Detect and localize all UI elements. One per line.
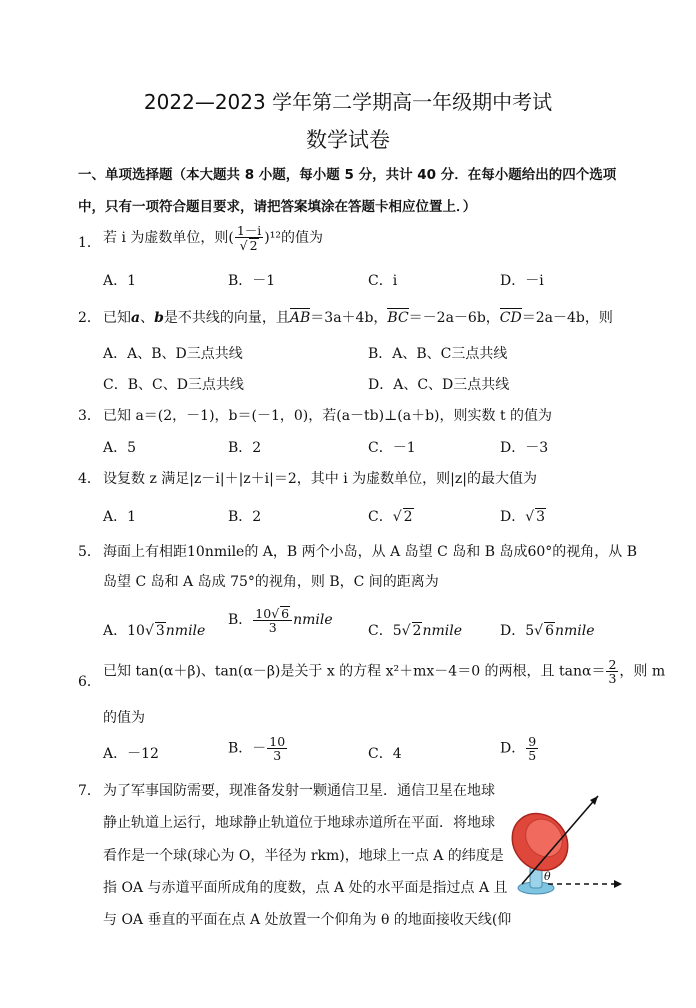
question-2-stem bbox=[103, 307, 613, 327]
q2-cd-value: ＝2a－4b，则 bbox=[521, 310, 613, 326]
q5-option-d-unit: nmile bbox=[554, 623, 595, 639]
q2-ab-value: ＝3a＋4b， bbox=[310, 310, 388, 326]
q4-option-d[interactable]: D．√ 3 bbox=[500, 509, 546, 525]
q5-option-a-radicand: 3 bbox=[155, 623, 165, 639]
question-6-stem-line2: 的值为 bbox=[103, 710, 145, 726]
q4-option-c[interactable]: C．√ 2 bbox=[368, 509, 413, 525]
q3-option-d[interactable]: D．－3 bbox=[500, 440, 549, 456]
question-4-number: 4． bbox=[78, 471, 101, 487]
q1-frac-den: √ 2 bbox=[239, 238, 258, 254]
q4-option-a[interactable]: A．1 bbox=[103, 509, 137, 525]
q5-option-d-radicand: 6 bbox=[545, 623, 554, 639]
q5-option-d-label: D．5 bbox=[500, 623, 535, 639]
q1-option-a[interactable]: A．1 bbox=[103, 273, 137, 289]
q2-text-mid: 、 bbox=[140, 310, 155, 326]
q6-option-b-label: B．－ bbox=[228, 740, 267, 757]
q6-option-d[interactable] bbox=[500, 735, 539, 762]
question-5-number: 5． bbox=[78, 544, 101, 560]
q5-option-a[interactable]: A．10√ 3nmile bbox=[103, 623, 206, 639]
q6-option-d-fraction bbox=[526, 735, 538, 762]
question-7-line3: 看作是一个球(球心为 O，半径为 rkm)，地球上一点 A 的纬度是 bbox=[103, 848, 504, 864]
q5-option-d[interactable]: D．5√ 6nmile bbox=[500, 623, 595, 639]
q6-frac-num: 2 bbox=[608, 657, 617, 672]
q1-fraction bbox=[235, 224, 263, 252]
q2-option-c[interactable]: C．B、C、D三点共线 bbox=[103, 377, 244, 393]
q1-option-b[interactable]: B．－1 bbox=[228, 273, 276, 289]
q1-text-pre: 若 i 为虚数单位，则( bbox=[103, 230, 234, 247]
question-7-line2: 静止轨道上运行，地球静止轨道位于地球赤道所在平面．将地球 bbox=[103, 815, 495, 831]
q5-option-c-radicand: 2 bbox=[412, 623, 422, 639]
question-1-stem bbox=[103, 224, 323, 252]
q5-option-c-label: C．5 bbox=[368, 623, 402, 639]
q2-vector-b: b bbox=[154, 310, 164, 326]
q3-option-b[interactable]: B．2 bbox=[228, 440, 262, 456]
q5-option-b-label: B． bbox=[228, 612, 253, 629]
q5-option-a-unit: nmile bbox=[165, 623, 206, 639]
q5-option-b[interactable] bbox=[228, 606, 333, 634]
q6-frac-den: 3 bbox=[608, 671, 617, 687]
question-2-number: 2． bbox=[78, 310, 101, 326]
q6-option-d-den: 5 bbox=[528, 748, 537, 764]
q6-option-d-num: 9 bbox=[528, 734, 537, 749]
q2-option-d[interactable]: D．A、C、D三点共线 bbox=[368, 377, 510, 393]
question-1-number: 1． bbox=[78, 235, 101, 251]
q2-vector-cd: CD bbox=[499, 310, 522, 326]
question-4-stem: 设复数 z 满足|z－i|＋|z＋i|＝2，其中 i 为虚数单位，则|z|的最大值为 bbox=[103, 471, 537, 487]
q4-option-d-label: D． bbox=[500, 509, 526, 525]
q1-frac-num: 1－i bbox=[236, 223, 262, 238]
theta-label: θ bbox=[544, 870, 551, 883]
q6-option-a[interactable]: A．－12 bbox=[103, 746, 159, 762]
question-5-stem-line2: 岛望 C 岛和 A 岛成 75°的视角，则 B，C 间的距离为 bbox=[103, 574, 439, 590]
q5-option-b-unit: nmile bbox=[293, 612, 333, 629]
question-5-stem-line1: 海面上有相距10nmile的 A，B 两个小岛，从 A 岛望 C 岛和 B 岛成60°的视角，从 B bbox=[103, 544, 638, 560]
q1-option-c[interactable]: C．i bbox=[368, 273, 398, 289]
q6-text: 已知 tan(α＋β)、tan(α－β)是关于 x 的方程 x²＋mx－4＝0 的两根，且 tanα＝ bbox=[103, 663, 606, 680]
question-7-line4: 指 OA 与赤道平面所成角的度数，点 A 处的水平面是指过点 A 且 bbox=[103, 880, 508, 896]
q6-option-b-num: 10 bbox=[269, 734, 286, 749]
q4-option-c-radicand: 2 bbox=[403, 509, 413, 525]
q3-option-c[interactable]: C．－1 bbox=[368, 440, 416, 456]
q2-text-pre: 已知 bbox=[103, 310, 131, 326]
q6-option-c[interactable]: C．4 bbox=[368, 746, 402, 762]
q4-option-c-label: C． bbox=[368, 509, 393, 525]
q6-option-b-fraction bbox=[267, 735, 287, 762]
section-instructions-line2: 中，只有一项符合题目要求，请把答案填涂在答题卡相应位置上．） bbox=[78, 199, 477, 215]
exam-title: 2022—2023 学年第二学期高一年级期中考试 bbox=[143, 90, 553, 114]
q1-option-d[interactable]: D．－i bbox=[500, 273, 544, 289]
q6-option-b[interactable] bbox=[228, 735, 288, 762]
q4-option-d-radicand: 3 bbox=[536, 509, 546, 525]
q1-text-post: )¹²的值为 bbox=[264, 230, 323, 247]
q2-option-b[interactable]: B．A、B、C三点共线 bbox=[368, 346, 508, 362]
q5-option-b-den: 3 bbox=[268, 620, 277, 636]
q6-option-d-label: D． bbox=[500, 740, 526, 757]
q5-option-c-unit: nmile bbox=[422, 623, 463, 639]
horizontal-arrowhead bbox=[614, 880, 622, 888]
q3-option-a[interactable]: A．5 bbox=[103, 440, 137, 456]
question-7-number: 7． bbox=[78, 783, 101, 799]
q4-option-b[interactable]: B．2 bbox=[228, 509, 262, 525]
question-6-number: 6． bbox=[78, 674, 101, 690]
question-3-stem: 已知 a＝(2，－1)，b＝(－1，0)，若(a－tb)⊥(a＋b)，则实数 t 的值为 bbox=[103, 408, 553, 424]
q6-option-b-den: 3 bbox=[273, 748, 282, 764]
q5-option-c[interactable]: C．5√ 2nmile bbox=[368, 623, 463, 639]
q5-option-a-label: A．10 bbox=[103, 623, 145, 639]
question-6-stem-line1 bbox=[103, 658, 665, 685]
q2-option-a[interactable]: A．A、B、D三点共线 bbox=[103, 346, 243, 362]
q6-text-end: ，则 m bbox=[619, 663, 666, 680]
q6-fraction bbox=[606, 658, 618, 685]
q2-vector-a: a bbox=[131, 310, 141, 326]
q2-text: 是不共线的向量，且 bbox=[163, 310, 290, 326]
question-7-line1: 为了军事国防需要，现准备发射一颗通信卫星．通信卫星在地球 bbox=[103, 783, 495, 799]
q5-option-b-num-coef: 10 bbox=[255, 606, 272, 621]
section-instructions-line1: 一、单项选择题（本大题共 8 小题，每小题 5 分，共计 40 分．在每小题给出的四个选项 bbox=[78, 167, 617, 183]
q5-option-b-num-radicand: 6 bbox=[281, 606, 290, 621]
question-3-number: 3． bbox=[78, 408, 101, 424]
exam-subtitle: 数学试卷 bbox=[306, 128, 390, 152]
q5-option-b-num: 10√ 6 bbox=[253, 606, 292, 621]
q2-bc-value: ＝－2a－6b， bbox=[408, 310, 500, 326]
satellite-dish-figure bbox=[500, 776, 630, 906]
question-7-line5: 与 OA 垂直的平面在点 A 处放置一个仰角为 θ 的地面接收天线(仰 bbox=[103, 912, 512, 928]
q2-vector-bc: BC bbox=[387, 310, 409, 326]
q2-vector-ab: AB bbox=[289, 310, 311, 326]
q5-option-b-fraction bbox=[253, 606, 292, 634]
q1-frac-den-radicand: 2 bbox=[249, 238, 258, 254]
